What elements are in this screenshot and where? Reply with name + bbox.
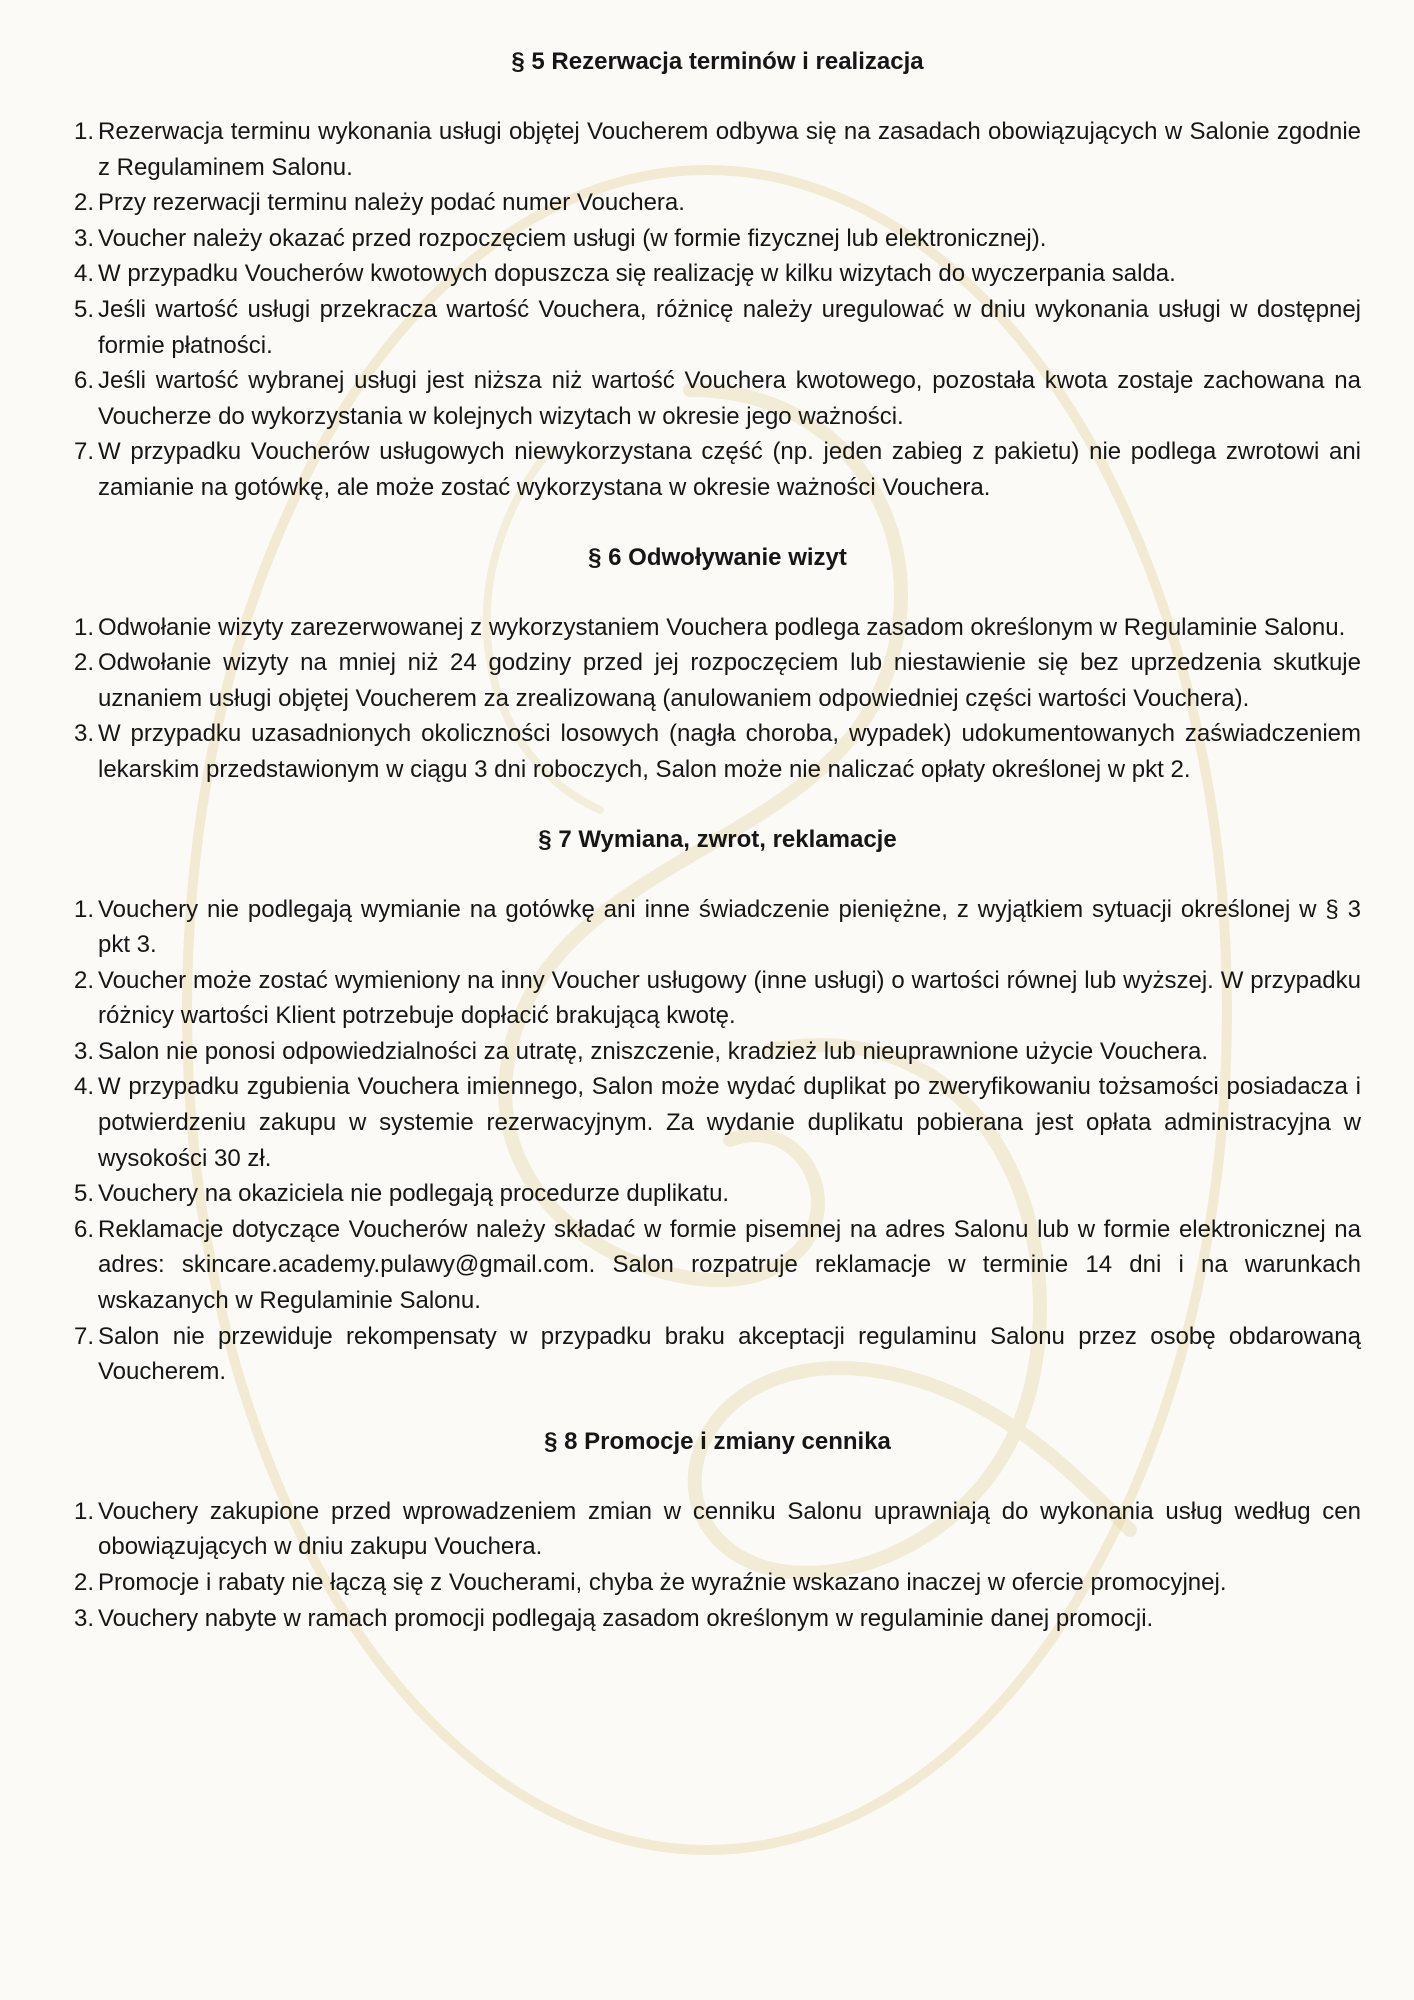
list-item (74, 610, 1361, 646)
list-item (74, 221, 1361, 257)
section-list (74, 1494, 1361, 1636)
item-text: W przypadku Voucherów kwotowych dopuszcza się realizację w kilku wizytach do wyczerpania salda. (98, 260, 1176, 288)
list-item (74, 363, 1361, 434)
section-5 (74, 44, 1361, 506)
item-text: Odwołanie wizyty zarezerwowanej z wykorzystaniem Vouchera podlega zasadom określonym w Regulaminie Salonu. (98, 613, 1346, 641)
item-number: 3. (74, 1604, 95, 1632)
list-item (74, 1601, 1361, 1637)
item-number: 1. (74, 613, 95, 641)
list-item (74, 114, 1361, 185)
section-title: § 8 Promocje i zmiany cennika (544, 1427, 891, 1455)
item-text: Voucher może zostać wymieniony na inny Voucher usługowy (inne usługi) o wartości równej lub wyższej. W przypadku różnicy wartości Klient potrzebuje dopłacić brakującą kwotę. (98, 966, 1361, 1030)
section-title: § 6 Odwoływanie wizyt (588, 543, 847, 571)
item-number: 3. (74, 720, 95, 748)
list-item (74, 1034, 1361, 1070)
list-item (74, 963, 1361, 1034)
list-item (74, 1176, 1361, 1212)
item-text: Vouchery nabyte w ramach promocji podlegają zasadom określonym w regulaminie danej promocji. (98, 1604, 1154, 1632)
item-number: 4. (74, 260, 95, 288)
list-item (74, 1319, 1361, 1390)
item-number: 1. (74, 118, 95, 145)
section-list (74, 610, 1361, 788)
section-title: § 7 Wymiana, zwrot, reklamacje (538, 825, 897, 853)
item-number: 1. (74, 1497, 95, 1525)
item-text: Vouchery na okaziciela nie podlegają procedurze duplikatu. (98, 1180, 730, 1208)
list-item (74, 1212, 1361, 1319)
item-text: W przypadku Voucherów usługowych niewykorzystana część (np. jeden zabieg z pakietu) nie podlega zwrotowi ani zamianie na gotówkę, ale może zostać wykorzystana w okresie ważności Vouchera. (98, 438, 1361, 501)
section-7 (74, 822, 1361, 1390)
document-page (74, 44, 1361, 1636)
item-text: Vouchery nie podlegają wymianie na gotówkę ani inne świadczenie pieniężne, z wyjątkiem sytuacji określonej w § 3 pkt 3. (98, 895, 1361, 959)
item-text: Rezerwacja terminu wykonania usługi objętej Voucherem odbywa się na zasadach obowiązujących w Salonie zgodnie z Regulaminem Salonu. (98, 118, 1361, 181)
list-item (74, 434, 1361, 505)
section-8 (74, 1424, 1361, 1636)
section-list (74, 114, 1361, 506)
item-text: Salon nie ponosi odpowiedzialności za utratę, zniszczenie, kradzież lub nieuprawnione użycie Vouchera. (98, 1037, 1208, 1065)
list-item (74, 256, 1361, 292)
item-text: W przypadku uzasadnionych okoliczności losowych (nagła choroba, wypadek) udokumentowanych zaświadczeniem lekarskim przedstawionym w ciągu 3 dni roboczych, Salon może nie naliczać opłaty określonej w pkt 2. (98, 720, 1361, 783)
list-item (74, 292, 1361, 363)
list-item (74, 1565, 1361, 1601)
item-text: Voucher należy okazać przed rozpoczęciem usługi (w formie fizycznej lub elektronicznej). (98, 224, 1047, 252)
item-text: Jeśli wartość wybranej usługi jest niższa niż wartość Vouchera kwotowego, pozostała kwota zostaje zachowana na Voucherze do wykorzystania w kolejnych wizytach w okresie jego ważności. (98, 367, 1361, 430)
item-text: Przy rezerwacji terminu należy podać numer Vouchera. (98, 189, 685, 217)
item-text: Salon nie przewiduje rekompensaty w przypadku braku akceptacji regulaminu Salonu przez osobę obdarowaną Voucherem. (98, 1322, 1361, 1386)
item-text: Reklamacje dotyczące Voucherów należy składać w formie pisemnej na adres Salonu lub w formie elektronicznej na adres: skincare.academy.pulawy@gmail.com. Salon rozpatruje reklamacje w terminie 14 dni i na warunkach wskazanych w Regulaminie Salonu. (98, 1215, 1361, 1315)
list-item (74, 716, 1361, 787)
item-number: 2. (74, 1569, 95, 1596)
list-item (74, 185, 1361, 221)
item-number: 6. (74, 367, 95, 395)
item-number: 5. (74, 1180, 95, 1208)
item-number: 2. (74, 649, 95, 677)
item-number: 5. (74, 295, 95, 323)
list-item (74, 1069, 1361, 1176)
item-number: 4. (74, 1073, 95, 1101)
item-number: 7. (74, 1322, 95, 1350)
item-number: 2. (74, 189, 95, 217)
item-text: Odwołanie wizyty na mniej niż 24 godziny przed jej rozpoczęciem lub niestawienie się bez uprzedzenia skutkuje uznaniem usługi objętej Voucherem za zrealizowaną (anulowaniem odpowiedniej części wartości Vouchera). (98, 649, 1361, 712)
list-item (74, 645, 1361, 716)
list-item (74, 892, 1361, 963)
section-title: § 5 Rezerwacja terminów i realizacja (511, 48, 924, 75)
item-text: Vouchery zakupione przed wprowadzeniem zmian w cenniku Salonu uprawniają do wykonania usług według cen obowiązujących w dniu zakupu Vouchera. (98, 1497, 1361, 1561)
item-number: 3. (74, 1037, 95, 1065)
item-text: Promocje i rabaty nie łączą się z Voucherami, chyba że wyraźnie wskazano inaczej w ofercie promocyjnej. (98, 1569, 1227, 1596)
section-6 (74, 540, 1361, 788)
section-list (74, 892, 1361, 1390)
item-number: 7. (74, 438, 95, 466)
item-text: W przypadku zgubienia Vouchera imiennego, Salon może wydać duplikat po zweryfikowaniu tożsamości posiadacza i potwierdzeniu zakupu w systemie rezerwacyjnym. Za wydanie duplikatu pobierana jest opłata administracyjna w wysokości 30 zł. (98, 1073, 1361, 1172)
list-item (74, 1494, 1361, 1565)
item-text: Jeśli wartość usługi przekracza wartość Vouchera, różnicę należy uregulować w dniu wykonania usługi w dostępnej formie płatności. (98, 295, 1361, 359)
item-number: 3. (74, 224, 95, 252)
item-number: 6. (74, 1215, 95, 1243)
item-number: 1. (74, 895, 95, 923)
item-number: 2. (74, 966, 95, 994)
